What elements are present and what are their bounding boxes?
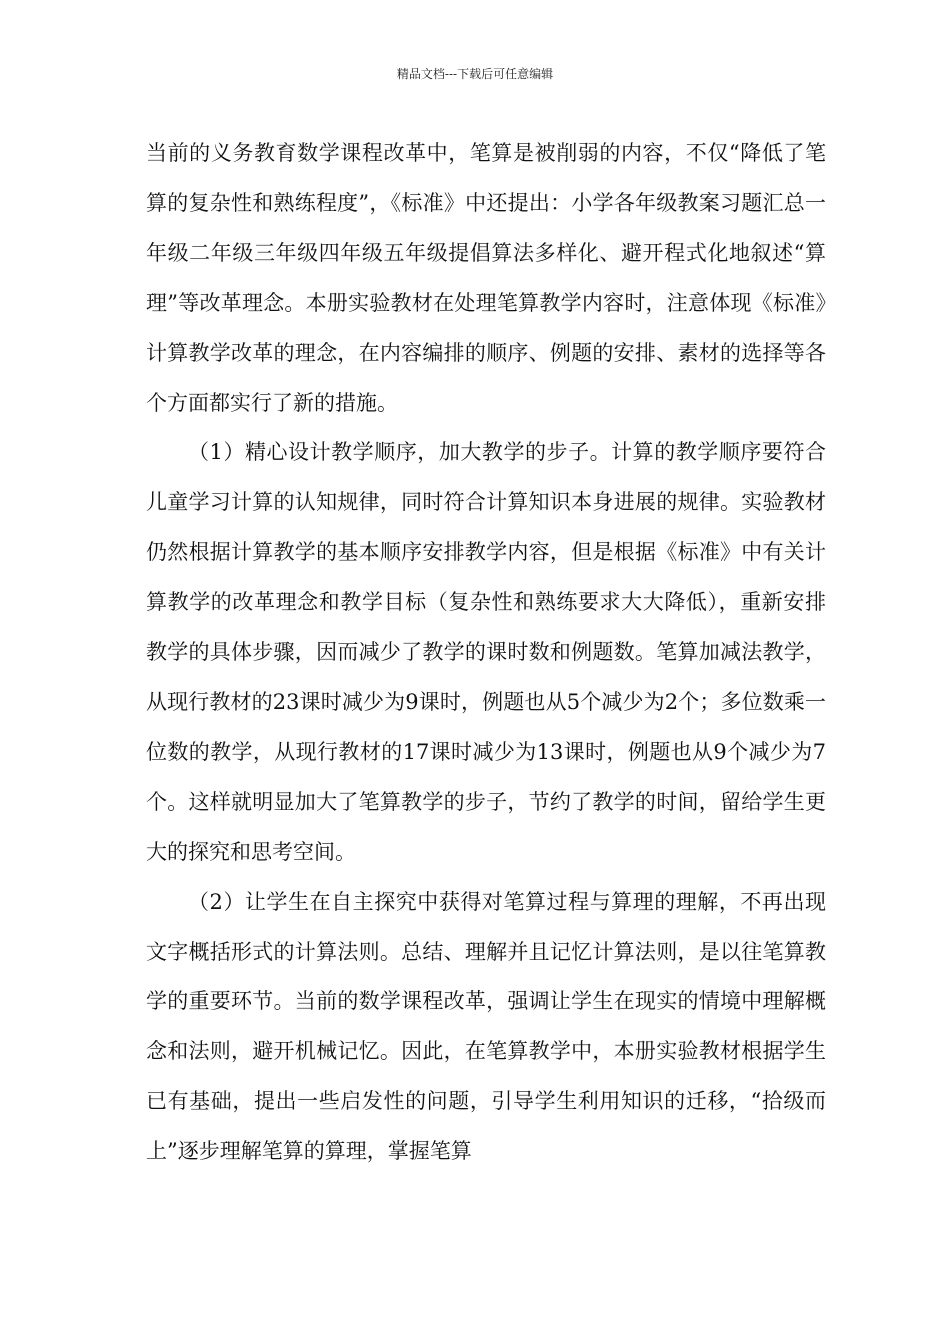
paragraph-point-2: （2）让学生在自主探究中获得对笔算过程与算理的理解，不再出现文字概括形式的计算法则。总结、理解并且记忆计算法则，是以往笔算教学的重要环节。当前的数学课程改革，强调让学生在现实的情境中理解概念和法则，避开机械记忆。因此，在笔算教学中，本册实验教材根据学生已有基础，提出一些启发性的问题，引导学生利用知识的迁移，“拾级而上”逐步理解笔算的算理，掌握笔算 — [146, 889, 826, 1164]
paragraph-intro: 当前的义务教育数学课程改革中，笔算是被削弱的内容，不仅“降低了笔算的复杂性和熟练程度”，《标准》中还提出：小学各年级教案习题汇总一年级二年级三年级四年级五年级提倡算法多样化、避开程式化地叙述“算理”等改革理念。本册实验教材在处理笔算教学内容时，注意体现《标准》计算教学改革的理念，在内容编排的顺序、例题的安排、素材的选择等各个方面都实行了新的措施。 — [146, 141, 826, 415]
document-body — [146, 129, 826, 1177]
paragraph-point-1: （1）精心设计教学顺序，加大教学的步子。计算的教学顺序要符合儿童学习计算的认知规律，同时符合计算知识本身进展的规律。实验教材仍然根据计算教学的基本顺序安排教学内容，但是根据《标准》中有关计算教学的改革理念和教学目标（复杂性和熟练要求大大降低），重新安排教学的具体步骤，因而减少了教学的课时数和例题数。笔算加减法教学，从现行教材的23课时减少为9课时，例题也从5个减少为2个；多位数乘一位数的教学，从现行教材的17课时减少为13课时，例题也从9个减少为7个。这样就明显加大了笔算教学的步子，节约了教学的时间，留给学生更大的探究和思考空间。 — [146, 440, 826, 864]
page-header: 精品文档---下载后可任意编辑 — [396, 67, 554, 81]
